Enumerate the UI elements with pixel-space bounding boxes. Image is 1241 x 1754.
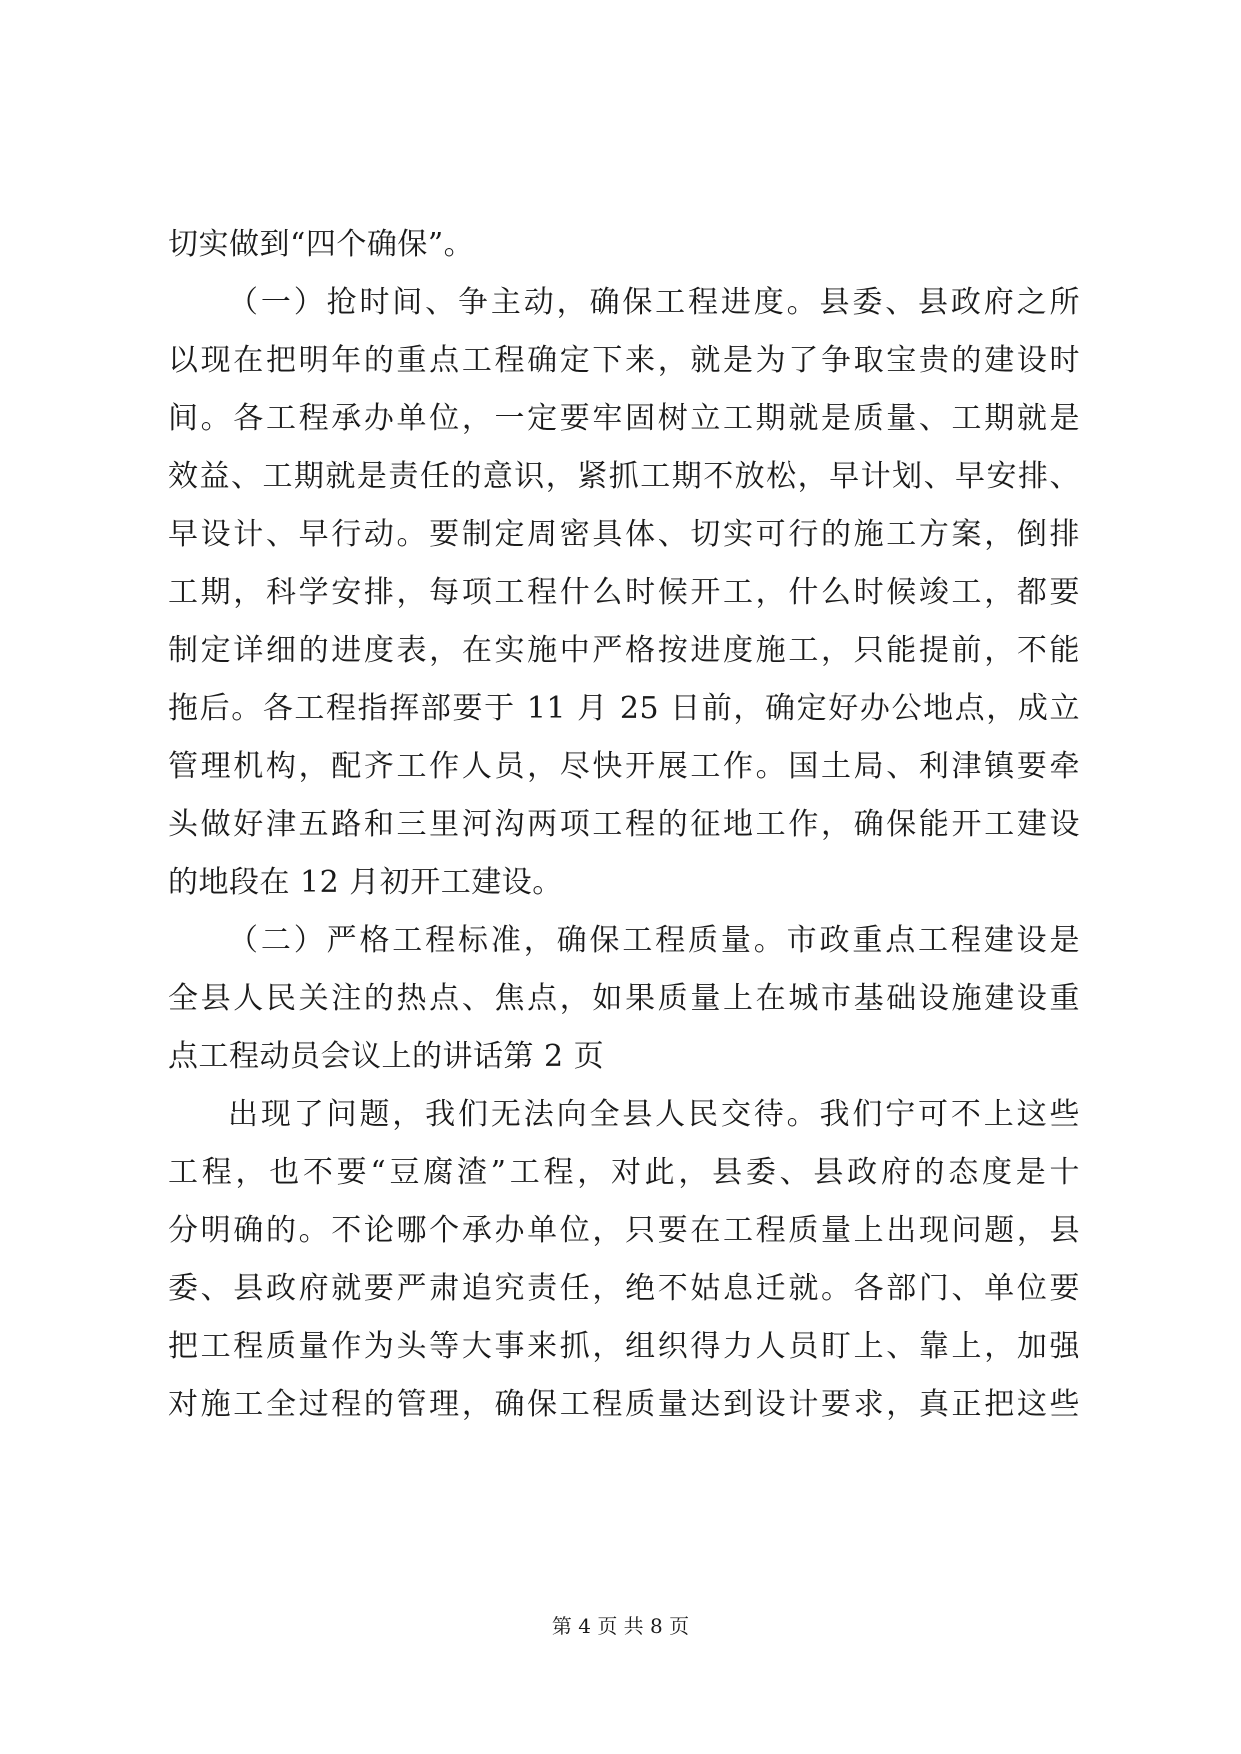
paragraph-line: 的地段在 12 月初开工建设。 [168, 865, 563, 900]
paragraph-line: 早设计、早行动。要制定周密具体、切实可行的施工方案，倒排 [168, 517, 1080, 552]
paragraph-line: （二）严格工程标准，确保工程质量。市政重点工程建设是 [228, 923, 1080, 958]
paragraph-line: 工程，也不要“豆腐渣”工程，对此，县委、县政府的态度是十 [168, 1155, 1080, 1190]
paragraph-line: 委、县政府就要严肃追究责任，绝不姑息迁就。各部门、单位要 [168, 1271, 1080, 1306]
paragraph-line: 点工程动员会议上的讲话第 2 页 [168, 1039, 605, 1074]
paragraph-line: 效益、工期就是责任的意识，紧抓工期不放松，早计划、早安排、 [168, 459, 1080, 494]
paragraph-line: 制定详细的进度表，在实施中严格按进度施工，只能提前，不能 [168, 633, 1080, 668]
paragraph-line: 管理机构，配齐工作人员，尽快开展工作。国土局、利津镇要牵 [168, 749, 1080, 784]
paragraph-line: 全县人民关注的热点、焦点，如果质量上在城市基础设施建设重 [168, 981, 1080, 1016]
paragraph-line: 以现在把明年的重点工程确定下来，就是为了争取宝贵的建设时 [168, 343, 1080, 378]
paragraph-line: 把工程质量作为头等大事来抓，组织得力人员盯上、靠上，加强 [168, 1329, 1080, 1364]
text-line: 切实做到“四个确保”。 [168, 227, 475, 262]
paragraph-line: 分明确的。不论哪个承办单位，只要在工程质量上出现问题，县 [168, 1213, 1080, 1248]
paragraph-line: 头做好津五路和三里河沟两项工程的征地工作，确保能开工建设 [168, 807, 1080, 842]
paragraph-line: 间。各工程承办单位，一定要牢固树立工期就是质量、工期就是 [168, 401, 1080, 436]
paragraph-line: （一）抢时间、争主动，确保工程进度。县委、县政府之所 [228, 285, 1080, 320]
paragraph-line: 工期，科学安排，每项工程什么时候开工，什么时候竣工，都要 [168, 575, 1080, 610]
paragraph-line: 拖后。各工程指挥部要于 11 月 25 日前，确定好办公地点，成立 [168, 691, 1080, 726]
paragraph-line: 对施工全过程的管理，确保工程质量达到设计要求，真正把这些 [168, 1387, 1080, 1422]
paragraph-line: 出现了问题，我们无法向全县人民交待。我们宁可不上这些 [228, 1097, 1080, 1132]
page-number-footer: 第 4 页 共 8 页 [551, 1614, 690, 1638]
